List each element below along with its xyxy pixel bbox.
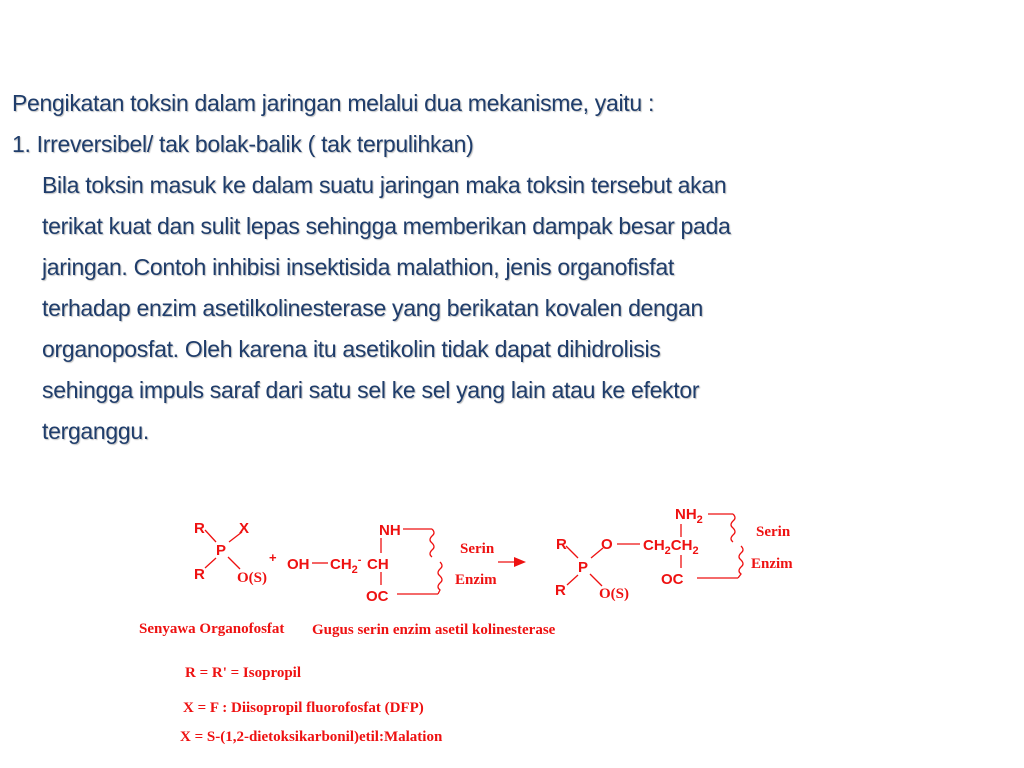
atom-x: X [239, 520, 250, 537]
bond [205, 558, 216, 568]
intro-text: Pengikatan toksin dalam jaringan melalui dua mekanisme, yaitu : [12, 90, 655, 116]
bond [228, 557, 240, 569]
plus-sign: + [269, 550, 277, 565]
atom-oc: OC [366, 588, 389, 605]
atom-r: R [194, 520, 205, 537]
label-enzim: Enzim [751, 556, 793, 572]
bond [205, 530, 216, 542]
product-structure [555, 506, 793, 602]
wavy-bond [731, 514, 735, 542]
caption-organophosphate: Senyawa Organofosfat [139, 621, 285, 637]
atom-r: R [194, 566, 205, 583]
bond [566, 546, 578, 558]
paragraph-line: organoposfat. Oleh karena itu asetikolin tidak dapat dihidrolisis [42, 336, 661, 362]
bond [567, 575, 578, 585]
paragraph-line: jaringan. Contoh inhibisi insektisida malathion, jenis organofisfat [42, 254, 674, 280]
atom-oc: OC [661, 571, 684, 588]
bond [591, 548, 603, 558]
atom-ch: CH [367, 556, 389, 573]
paragraph-line: terganggu. [42, 418, 149, 444]
legend-line: R = R' = Isopropil [185, 665, 302, 681]
paragraph-line: Bila toksin masuk ke dalam suatu jaringan maka toksin tersebut akan [42, 172, 727, 198]
organophosphate-structure [194, 520, 267, 586]
atom-nh: NH [379, 522, 401, 539]
atom-ch2: $CH_2^-$ [330, 554, 362, 576]
paragraph-line: terikat kuat dan sulit lepas sehingga memberikan dampak besar pada [42, 213, 731, 239]
atom-r: R [555, 582, 566, 599]
bond [590, 574, 602, 586]
atom-p: P [216, 542, 227, 559]
atom-p: P [578, 559, 589, 576]
legend-line: X = F : Diisopropil fluorofosfat (DFP) [183, 700, 424, 716]
wavy-bond [438, 562, 442, 594]
bond [229, 532, 242, 542]
label-enzim: Enzim [455, 572, 497, 588]
label-serin: Serin [460, 541, 495, 557]
paragraph-line: sehingga impuls saraf dari satu sel ke sel yang lain atau ke efektor [42, 377, 700, 403]
atom-r: R [556, 536, 567, 553]
atom-nh2: $NH_2$ [675, 506, 703, 526]
caption-serine-group: Gugus serin enzim asetil kolinesterase [312, 622, 556, 638]
serine-structure [287, 522, 497, 605]
point-1-heading: 1. Irreversibel/ tak bolak-balik ( tak terpulihkan) [12, 131, 474, 157]
atom-ch2ch2: $CH_2CH_2$ [643, 537, 699, 557]
reaction-arrow-icon [498, 557, 526, 567]
atom-os: O(S) [599, 586, 629, 602]
legend-line: X = S-(1,2-dietoksikarbonil)etil:Malation [180, 729, 443, 745]
atom-oh: OH [287, 556, 310, 573]
atom-o: O [601, 536, 613, 553]
atom-os: O(S) [237, 570, 267, 586]
wavy-bond [430, 529, 434, 557]
label-serin: Serin [756, 524, 791, 540]
paragraph-line: terhadap enzim asetilkolinesterase yang berikatan kovalen dengan [42, 295, 704, 321]
wavy-bond [738, 546, 743, 578]
